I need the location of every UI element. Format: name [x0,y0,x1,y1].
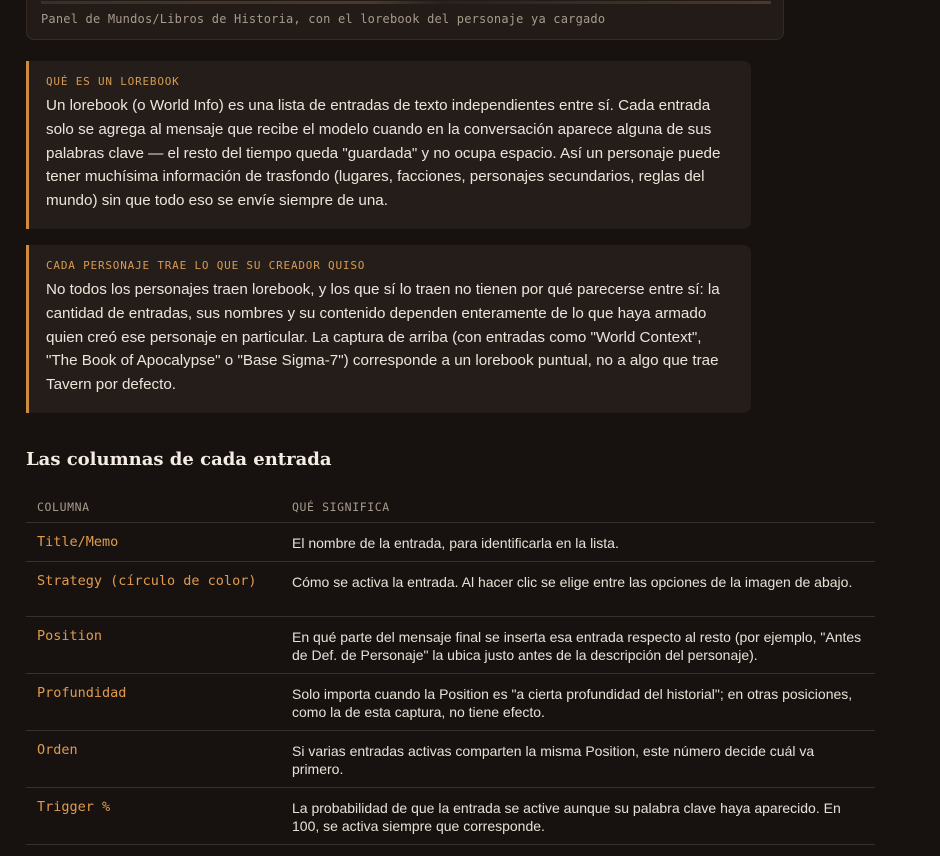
table-row [26,731,875,788]
table-row [26,788,875,845]
table-row [26,674,875,731]
table-header-row [26,492,875,523]
row-column-description: Cómo se activa la entrada. Al hacer clic se elige entre las opciones de la imagen de abajo. [281,562,875,617]
row-column-description: Si varias entradas activas comparten la misma Position, este número decide cuál va primero. [281,731,875,788]
row-column-name: Title/Memo [26,523,281,562]
row-column-description: En qué parte del mensaje final se inserta esa entrada respecto al resto (por ejemplo, "Antes de Def. de Personaje" la ubica justo antes de la descripción del personaje). [281,617,875,674]
table-row [26,617,875,674]
callout-body: Un lorebook (o World Info) es una lista de entradas de texto independientes entre sí. Cada entrada solo se agrega al mensaje que recibe el modelo cuando en la conversación aparece alguna de sus palabras clave — el resto del tiempo queda "guardada" y no ocupa espacio. Así un personaje puede tener muchísima información de trasfondo (lugares, facciones, personajes secundarios, reglas del mundo) sin que todo eso se envíe siempre de una. [46,97,721,210]
row-column-name: Strategy (círculo de color) [26,562,281,617]
row-column-description: Solo importa cuando la Position es "a cierta profundidad del historial"; en otras posiciones, como la de esta captura, no tiene efecto. [281,674,875,731]
row-column-name: Profundidad [26,674,281,731]
row-column-name: Trigger % [26,788,281,845]
column-header-meaning: QUÉ SIGNIFICA [281,492,875,523]
columns-table [26,492,875,845]
figure-caption: Panel de Mundos/Libros de Historia, con el lorebook del personaje ya cargado [41,12,606,26]
screenshot-image-edge [41,1,771,4]
section-title: Las columnas de cada entrada [26,449,332,470]
table-row [26,562,875,617]
screenshot-figure [26,0,784,40]
column-header-name: COLUMNA [26,492,281,523]
callout-label: CADA PERSONAJE TRAE LO QUE SU CREADOR QUISO [46,259,366,272]
row-column-name: Position [26,617,281,674]
callout-label: QUÉ ES UN LOREBOOK [46,75,180,88]
row-column-description: La probabilidad de que la entrada se active aunque su palabra clave haya aparecido. En 100, se activa siempre que corresponde. [281,788,875,845]
row-column-name: Orden [26,731,281,788]
callout-body: No todos los personajes traen lorebook, y los que sí lo traen no tienen por qué parecerse entre sí: la cantidad de entradas, sus nombres y su contenido dependen enteramente de lo que haya armado quien creó ese personaje en particular. La captura de arriba (con entradas como "World Context", "The Book of Apocalypse" o "Base Sigma-7") corresponde a un lorebook puntual, no a algo que trae Tavern por defecto. [46,281,720,394]
callout-each-character [26,245,751,413]
callout-what-is-lorebook [26,61,751,229]
row-column-description: El nombre de la entrada, para identificarla en la lista. [281,523,875,562]
table-row [26,523,875,562]
